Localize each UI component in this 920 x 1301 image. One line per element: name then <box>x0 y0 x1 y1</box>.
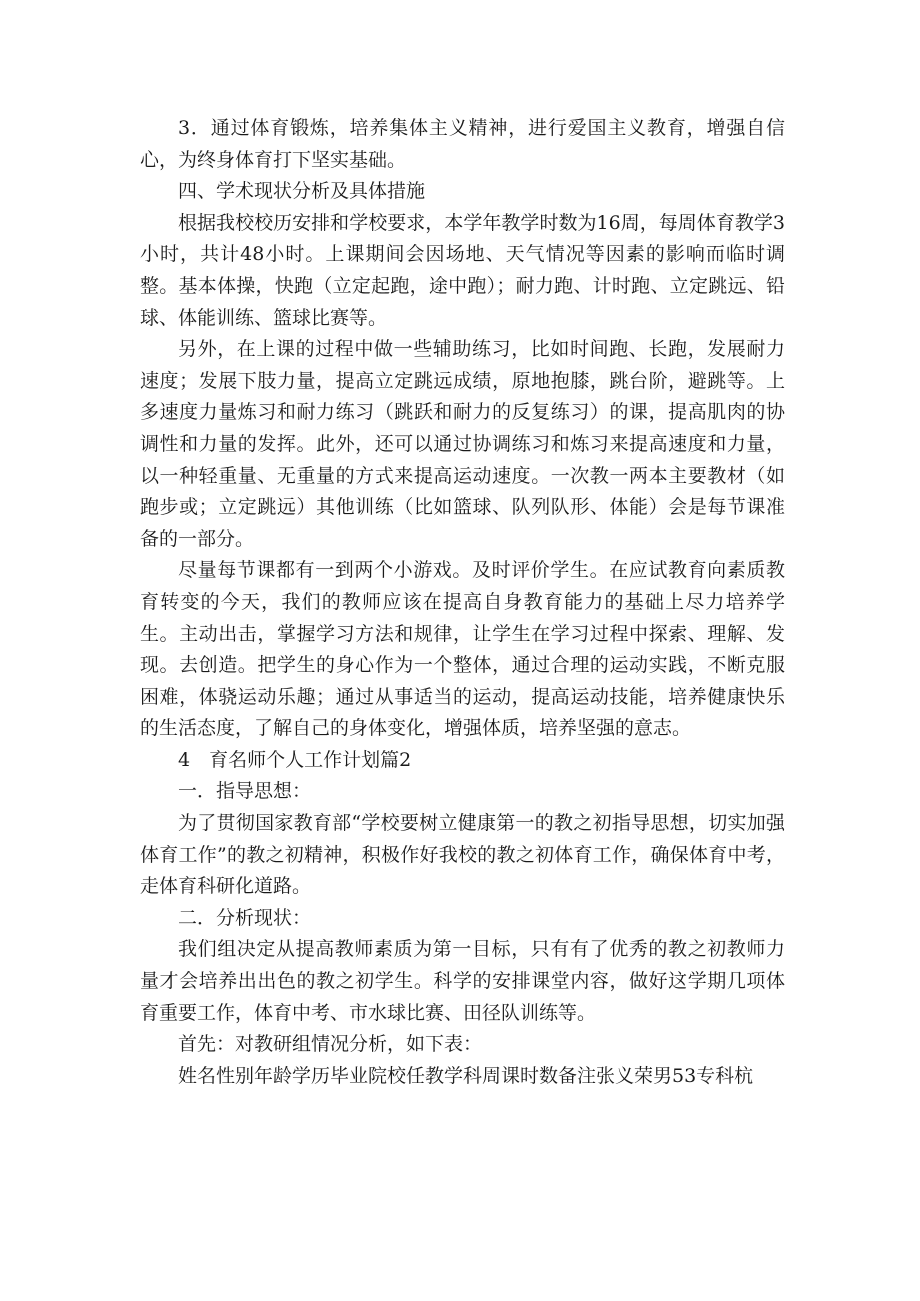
paragraph-goal-3: 3．通过体育锻炼，培养集体主义精神，进行爱国主义教育，增强自信心，为终身体育打下坚实基础。 <box>140 117 785 171</box>
heading-guiding-ideology: 一．指导思想： <box>178 780 312 803</box>
paragraph-table-row: 姓名性别年龄学历毕业院校任教学科周课时数备注张义荣男53专科杭 <box>178 1064 754 1087</box>
paragraph-status-analysis: 我们组决定从提高教师素质为第一目标，只有有了优秀的教之初教师力量才会培养出出色的教之初学生。科学的安排课堂内容，做好这学期几项体育重要工作，体育中考、市水球比赛、田径队训练等。 <box>140 938 785 1024</box>
heading-plan-2: 4 育名师个人工作计划篇2 <box>178 748 412 771</box>
paragraph-table-intro: 首先：对教研组情况分析，如下表： <box>178 1033 483 1056</box>
heading-section-4: 四、学术现状分析及具体措施 <box>178 180 426 203</box>
document-body <box>140 113 785 1092</box>
heading-status-analysis: 二．分析现状： <box>178 906 312 929</box>
paragraph-games-evaluation: 尽量每节课都有一到两个小游戏。及时评价学生。在应试教育向素质教育转变的今天，我们的教师应该在提高自身教育能力的基础上尽力培养学生。主动出击，掌握学习方法和规律，让学生在学习过程中探索、理解、发现。去创造。把学生的身心作为一个整体，通过合理的运动实践，不断克服困难，体骁运动乐趣；通过从事适当的运动，提高运动技能，培养健康快乐的生活态度，了解自己的身体变化，增强体质，培养坚强的意志。 <box>140 559 785 740</box>
paragraph-auxiliary-exercises: 另外，在上课的过程中做一些辅助练习，比如时间跑、长跑，发展耐力速度；发展下肢力量，提高立定跳远成绩，原地抱膝，跳台阶，避跳等。上多速度力量炼习和耐力练习（跳跃和耐力的反复练习）的课，提高肌肉的协调性和力量的发挥。此外，还可以通过协调练习和炼习来提高速度和力量，以一种轻重量、无重量的方式来提高运动速度。一次教一两本主要教材（如跑步或；立定跳远）其他训练（比如篮球、队列队形、体能）会是每节课准备的一部分。 <box>140 338 785 550</box>
paragraph-schedule: 根据我校校历安排和学校要求，本学年教学时数为16周，每周体育教学3小时，共计48小时。上课期间会因场地、天气情况等因素的影响而临时调整。基本体操，快跑（立定起跑，途中跑）；耐力跑、计时跑、立定跳远、铅球、体能训练、篮球比赛等。 <box>140 211 785 329</box>
paragraph-guiding-ideology: 为了贯彻国家教育部“学校要树立健康第一的教之初指导思想，切实加强体育工作”的教之初精神，积极作好我校的教之初体育工作，确保体育中考，走体育科研化道路。 <box>140 812 785 898</box>
